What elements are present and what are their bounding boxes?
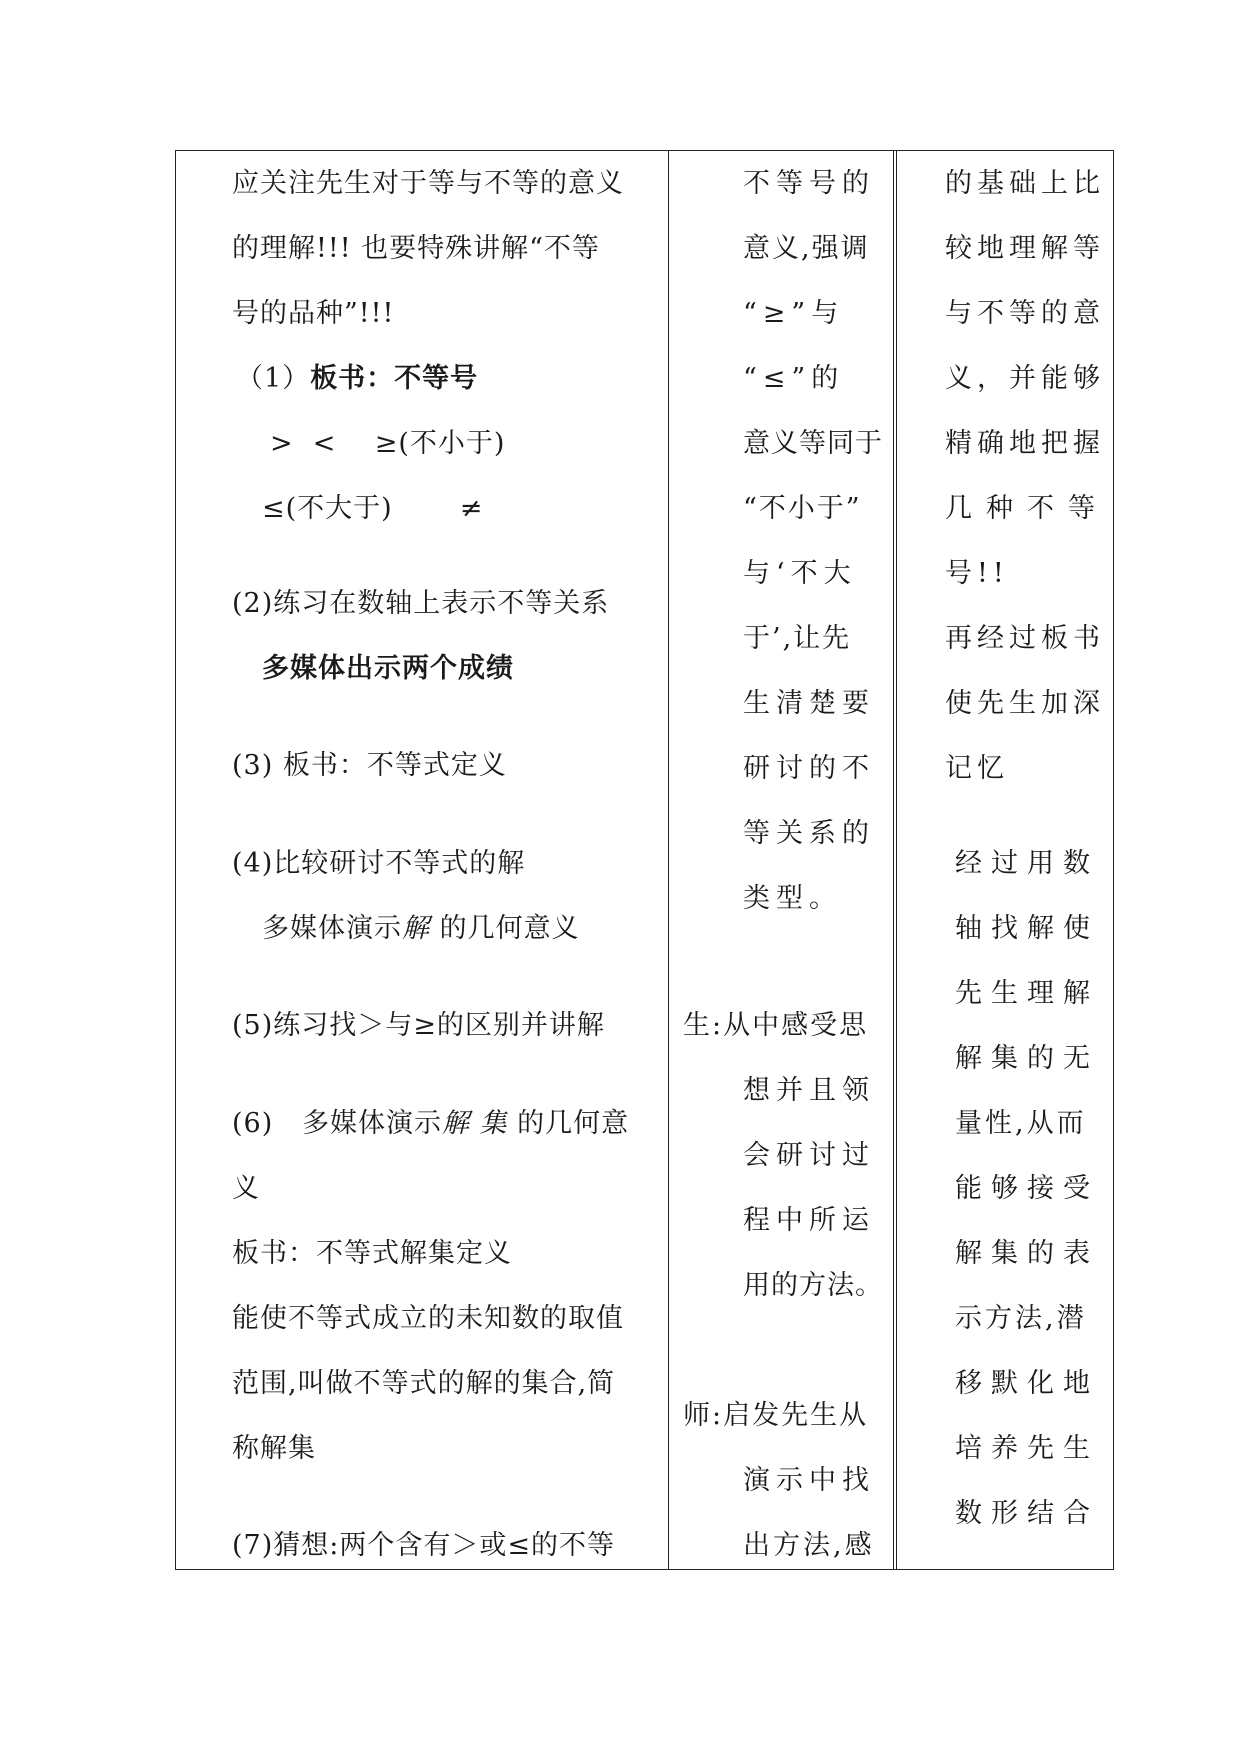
text-line: 几种不等 [945, 493, 1109, 524]
text-line: (2)练习在数轴上表示不等关系 [232, 588, 610, 619]
text-line: 精确地把握 [945, 428, 1105, 459]
text-line: 数形结合 [955, 1498, 1099, 1529]
text-line: 演示中找 [743, 1465, 875, 1496]
text-line: 能够接受 [955, 1173, 1099, 1204]
text-line: 意义,强调 [743, 233, 870, 264]
text-line: 培养先生 [955, 1433, 1099, 1464]
text-line: 经过用数 [955, 848, 1099, 879]
text-line: 先生理解 [955, 978, 1099, 1009]
text-line: “≥”与 [743, 298, 845, 329]
text-line: “不小于” [743, 493, 862, 524]
text-line: 研讨的不 [743, 753, 875, 784]
text-line: 的基础上比 [945, 168, 1105, 199]
text-line: 义，并能够 [945, 363, 1105, 394]
text-line: “≤”的 [743, 363, 845, 394]
text-line: > < ≥(不小于) [270, 428, 506, 459]
text-line: 号!! [945, 558, 1009, 589]
text-line: 示方法,潜 [955, 1303, 1087, 1334]
text-line: 生:从中感受思 [683, 1010, 869, 1041]
text-line: 于’,让先 [743, 623, 852, 654]
text-line: 用的方法。 [743, 1270, 883, 1301]
text-line: 移默化地 [955, 1368, 1099, 1399]
text-line: 范围,叫做不等式的解的集合,简 [232, 1368, 616, 1399]
column-divider [668, 150, 669, 1570]
text-line: 应关注先生对于等与不等的意义 [232, 168, 624, 199]
column-divider [896, 150, 897, 1570]
text-line: 师:启发先生从 [683, 1400, 869, 1431]
text-line: 会研讨过 [743, 1140, 875, 1171]
text-line: (4)比较研讨不等式的解 [232, 848, 526, 879]
text-line: 多媒体演示解 的几何意义 [262, 913, 580, 944]
text-line: 使先生加深 [945, 688, 1105, 719]
text-line: 与不等的意 [945, 298, 1105, 329]
text-line: 等关系的 [743, 818, 875, 849]
text-line: 解集的表 [955, 1238, 1099, 1269]
text-line: 轴找解使 [955, 913, 1099, 944]
text-line: 板书：不等式解集定义 [232, 1238, 512, 1269]
text-line: （1）板书：不等号 [236, 363, 479, 394]
text-line: (5)练习找＞与≥的区别并讲解 [232, 1010, 605, 1041]
text-line: 量性,从而 [955, 1108, 1087, 1139]
text-line: ≤(不大于) ≠ [262, 493, 484, 524]
text-line: 的理解!!! 也要特殊讲解“不等 [232, 233, 600, 264]
column-divider [893, 150, 894, 1570]
text-line: 称解集 [232, 1433, 316, 1464]
text-line: 意义等同于 [743, 428, 883, 459]
text-line: 程中所运 [743, 1205, 875, 1236]
text-line: 出方法,感 [743, 1530, 875, 1561]
text-line: 号的品种”!!! [232, 298, 395, 329]
text-line: (6) 多媒体演示解 集 的几何意 [232, 1108, 630, 1139]
text-line: 能使不等式成立的未知数的取值 [232, 1303, 624, 1334]
text-line: 较地理解等 [945, 233, 1105, 264]
text-line: 多媒体出示两个成绩 [262, 653, 514, 684]
text-line: 记忆 [945, 753, 1009, 784]
text-line: 想并且领 [743, 1075, 875, 1106]
text-line: 不等号的 [743, 168, 875, 199]
text-line: 类型。 [743, 883, 842, 914]
text-line: (3) 板书：不等式定义 [232, 750, 507, 781]
text-line: 义 [232, 1173, 260, 1204]
text-line: (7)猜想:两个含有＞或≤的不等 [232, 1530, 615, 1561]
text-line: 再经过板书 [945, 623, 1105, 654]
text-line: 生清楚要 [743, 688, 875, 719]
text-line: 与‘不大 [743, 558, 857, 589]
text-line: 解集的无 [955, 1043, 1099, 1074]
